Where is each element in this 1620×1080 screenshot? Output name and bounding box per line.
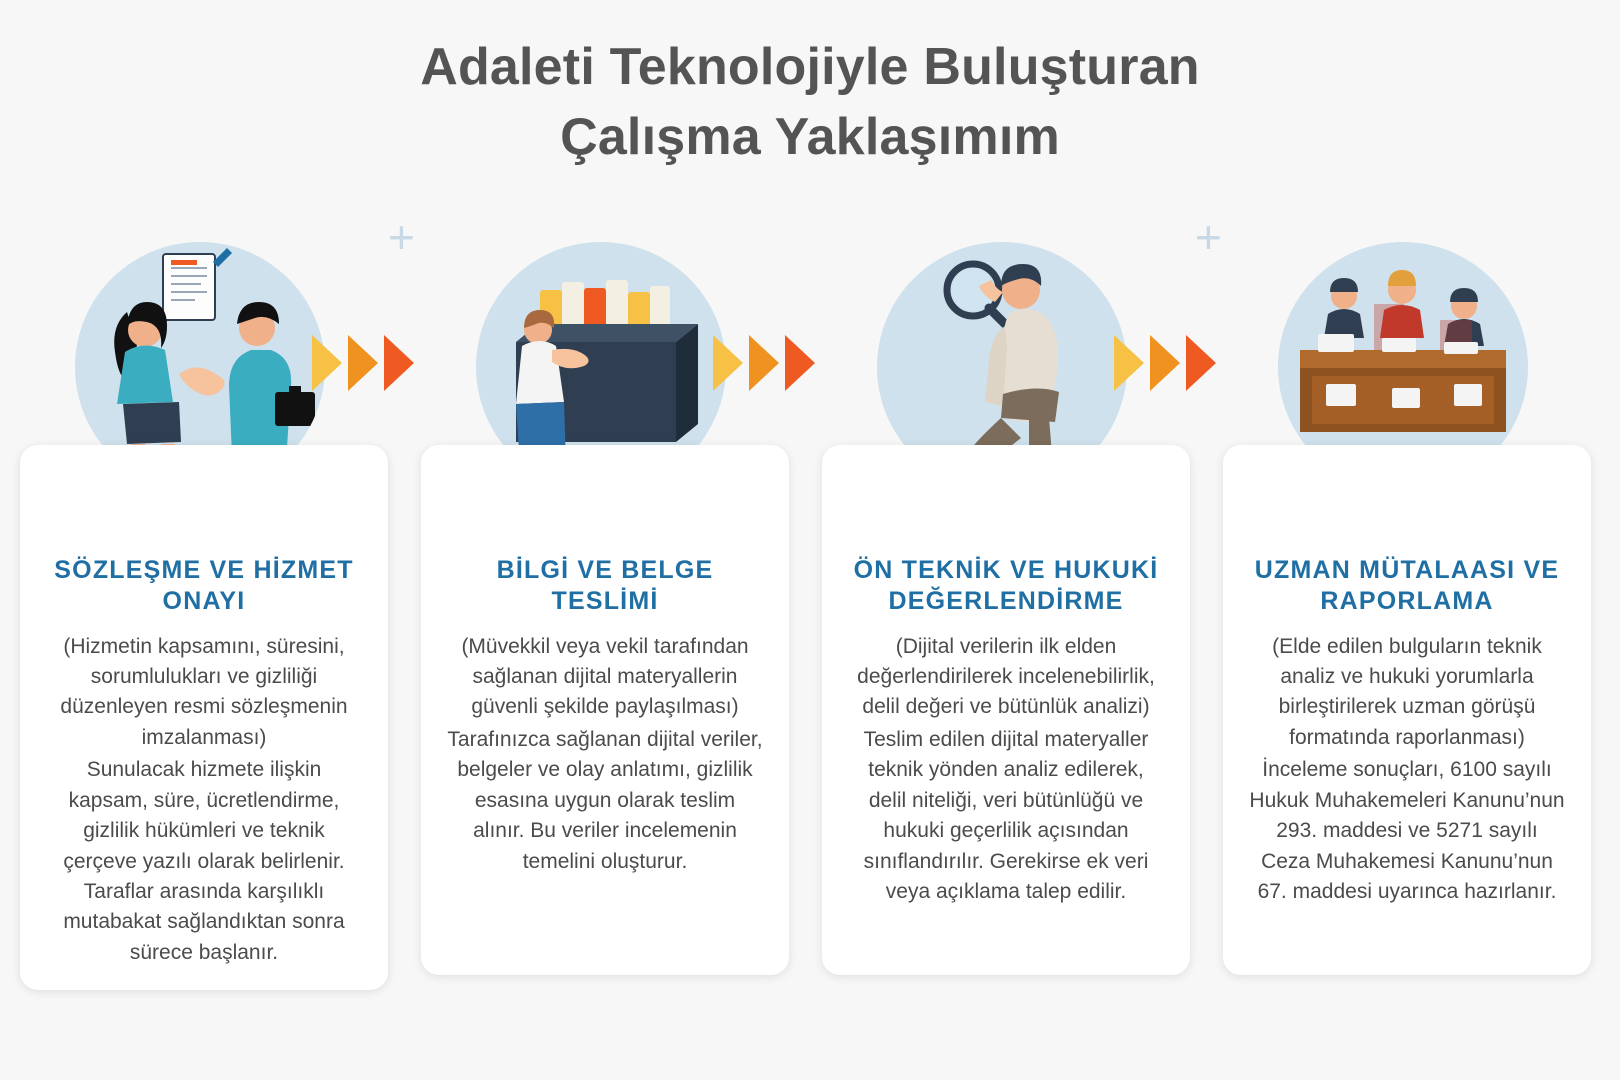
step-card-title: BİLGİ VE BELGE TESLİMİ	[496, 556, 714, 616]
step-card-paragraph: (Dijital verilerin ilk elden değerlendirilerek incelenebilirlik, delil değeri ve bütünlük analizi)	[857, 634, 1155, 719]
page-title-block	[0, 0, 1620, 172]
step-card-paragraph: (Hizmetin kapsamını, süresini, sorumlulukları ve gizliliği düzenleyen resmi sözleşmenin imzalanması)	[60, 634, 348, 749]
chevron-right-icon	[713, 335, 743, 391]
flow-arrow-3	[1114, 335, 1216, 391]
step-card-body	[848, 632, 1164, 908]
plus-decoration-icon: +	[1195, 211, 1222, 263]
plus-decoration-icon: +	[388, 211, 415, 263]
chevron-right-icon	[384, 335, 414, 391]
page-title	[260, 32, 1360, 172]
step-card-4	[1223, 445, 1591, 975]
page-title-line-2: Çalışma Yaklaşımım	[560, 108, 1060, 167]
step-card-paragraph: İnceleme sonuçları, 6100 sayılı Hukuk Muhakemeleri Kanunu’nun 293. maddesi ve 5271 sayılı Ceza Muhakemesi Kanunu’nun 67. maddesi uyarınca hazırlanır.	[1249, 758, 1565, 903]
step-card-body	[46, 632, 362, 969]
step-card-body	[1249, 632, 1565, 908]
flow-arrow-2	[713, 335, 815, 391]
chevron-right-icon	[312, 335, 342, 391]
step-card-2	[421, 445, 789, 975]
page-title-line-1: Adaleti Teknolojiyle Buluşturan	[420, 38, 1200, 96]
chevron-right-icon	[1150, 335, 1180, 391]
step-card-body	[447, 632, 763, 878]
process-flow	[0, 230, 1620, 1000]
step-cards-row	[0, 445, 1620, 1005]
step-card-paragraph: (Elde edilen bulguların teknik analiz ve hukuki yorumlarla birleştirilerek uzman görüşü formatında raporlanması)	[1272, 634, 1542, 749]
chevron-right-icon	[1186, 335, 1216, 391]
chevron-right-icon	[1114, 335, 1144, 391]
step-card-paragraph: Teslim edilen dijital materyaller teknik yönden analiz edilerek, delil niteliği, veri bütünlüğü ve hukuki geçerlilik açısından sınıflandırılır. Gerekirse ek veri veya açıklama talep edilir.	[863, 727, 1149, 903]
chevron-right-icon	[749, 335, 779, 391]
chevron-right-icon	[348, 335, 378, 391]
step-card-paragraph: (Müvekkil veya vekil tarafından sağlanan dijital materyallerin güvenli şekilde paylaşılması)	[461, 634, 749, 719]
step-card-1	[20, 445, 388, 990]
step-card-paragraph: Tarafınızca sağlanan dijital veriler, belgeler ve olay anlatımı, gizlilik esasına uygun olarak teslim alınır. Bu veriler incelemenin temelini oluşturur.	[447, 727, 763, 873]
step-card-paragraph: Sunulacak hizmete ilişkin kapsam, süre, ücretlendirme, gizlilik hükümleri ve teknik çerçeve yazılı olarak belirlenir. Taraflar arasında karşılıklı mutabakat sağlandıktan sonra sürece başlanır.	[63, 758, 345, 964]
step-card-title: UZMAN MÜTALAASI VE RAPORLAMA	[1254, 556, 1560, 616]
step-card-title: SÖZLEŞME VE HİZMET ONAYI	[54, 556, 354, 616]
step-card-title: ÖN TEKNİK VE HUKUKİ DEĞERLENDİRME	[853, 556, 1159, 616]
flow-arrow-1	[312, 335, 414, 391]
step-card-3	[822, 445, 1190, 975]
chevron-right-icon	[785, 335, 815, 391]
